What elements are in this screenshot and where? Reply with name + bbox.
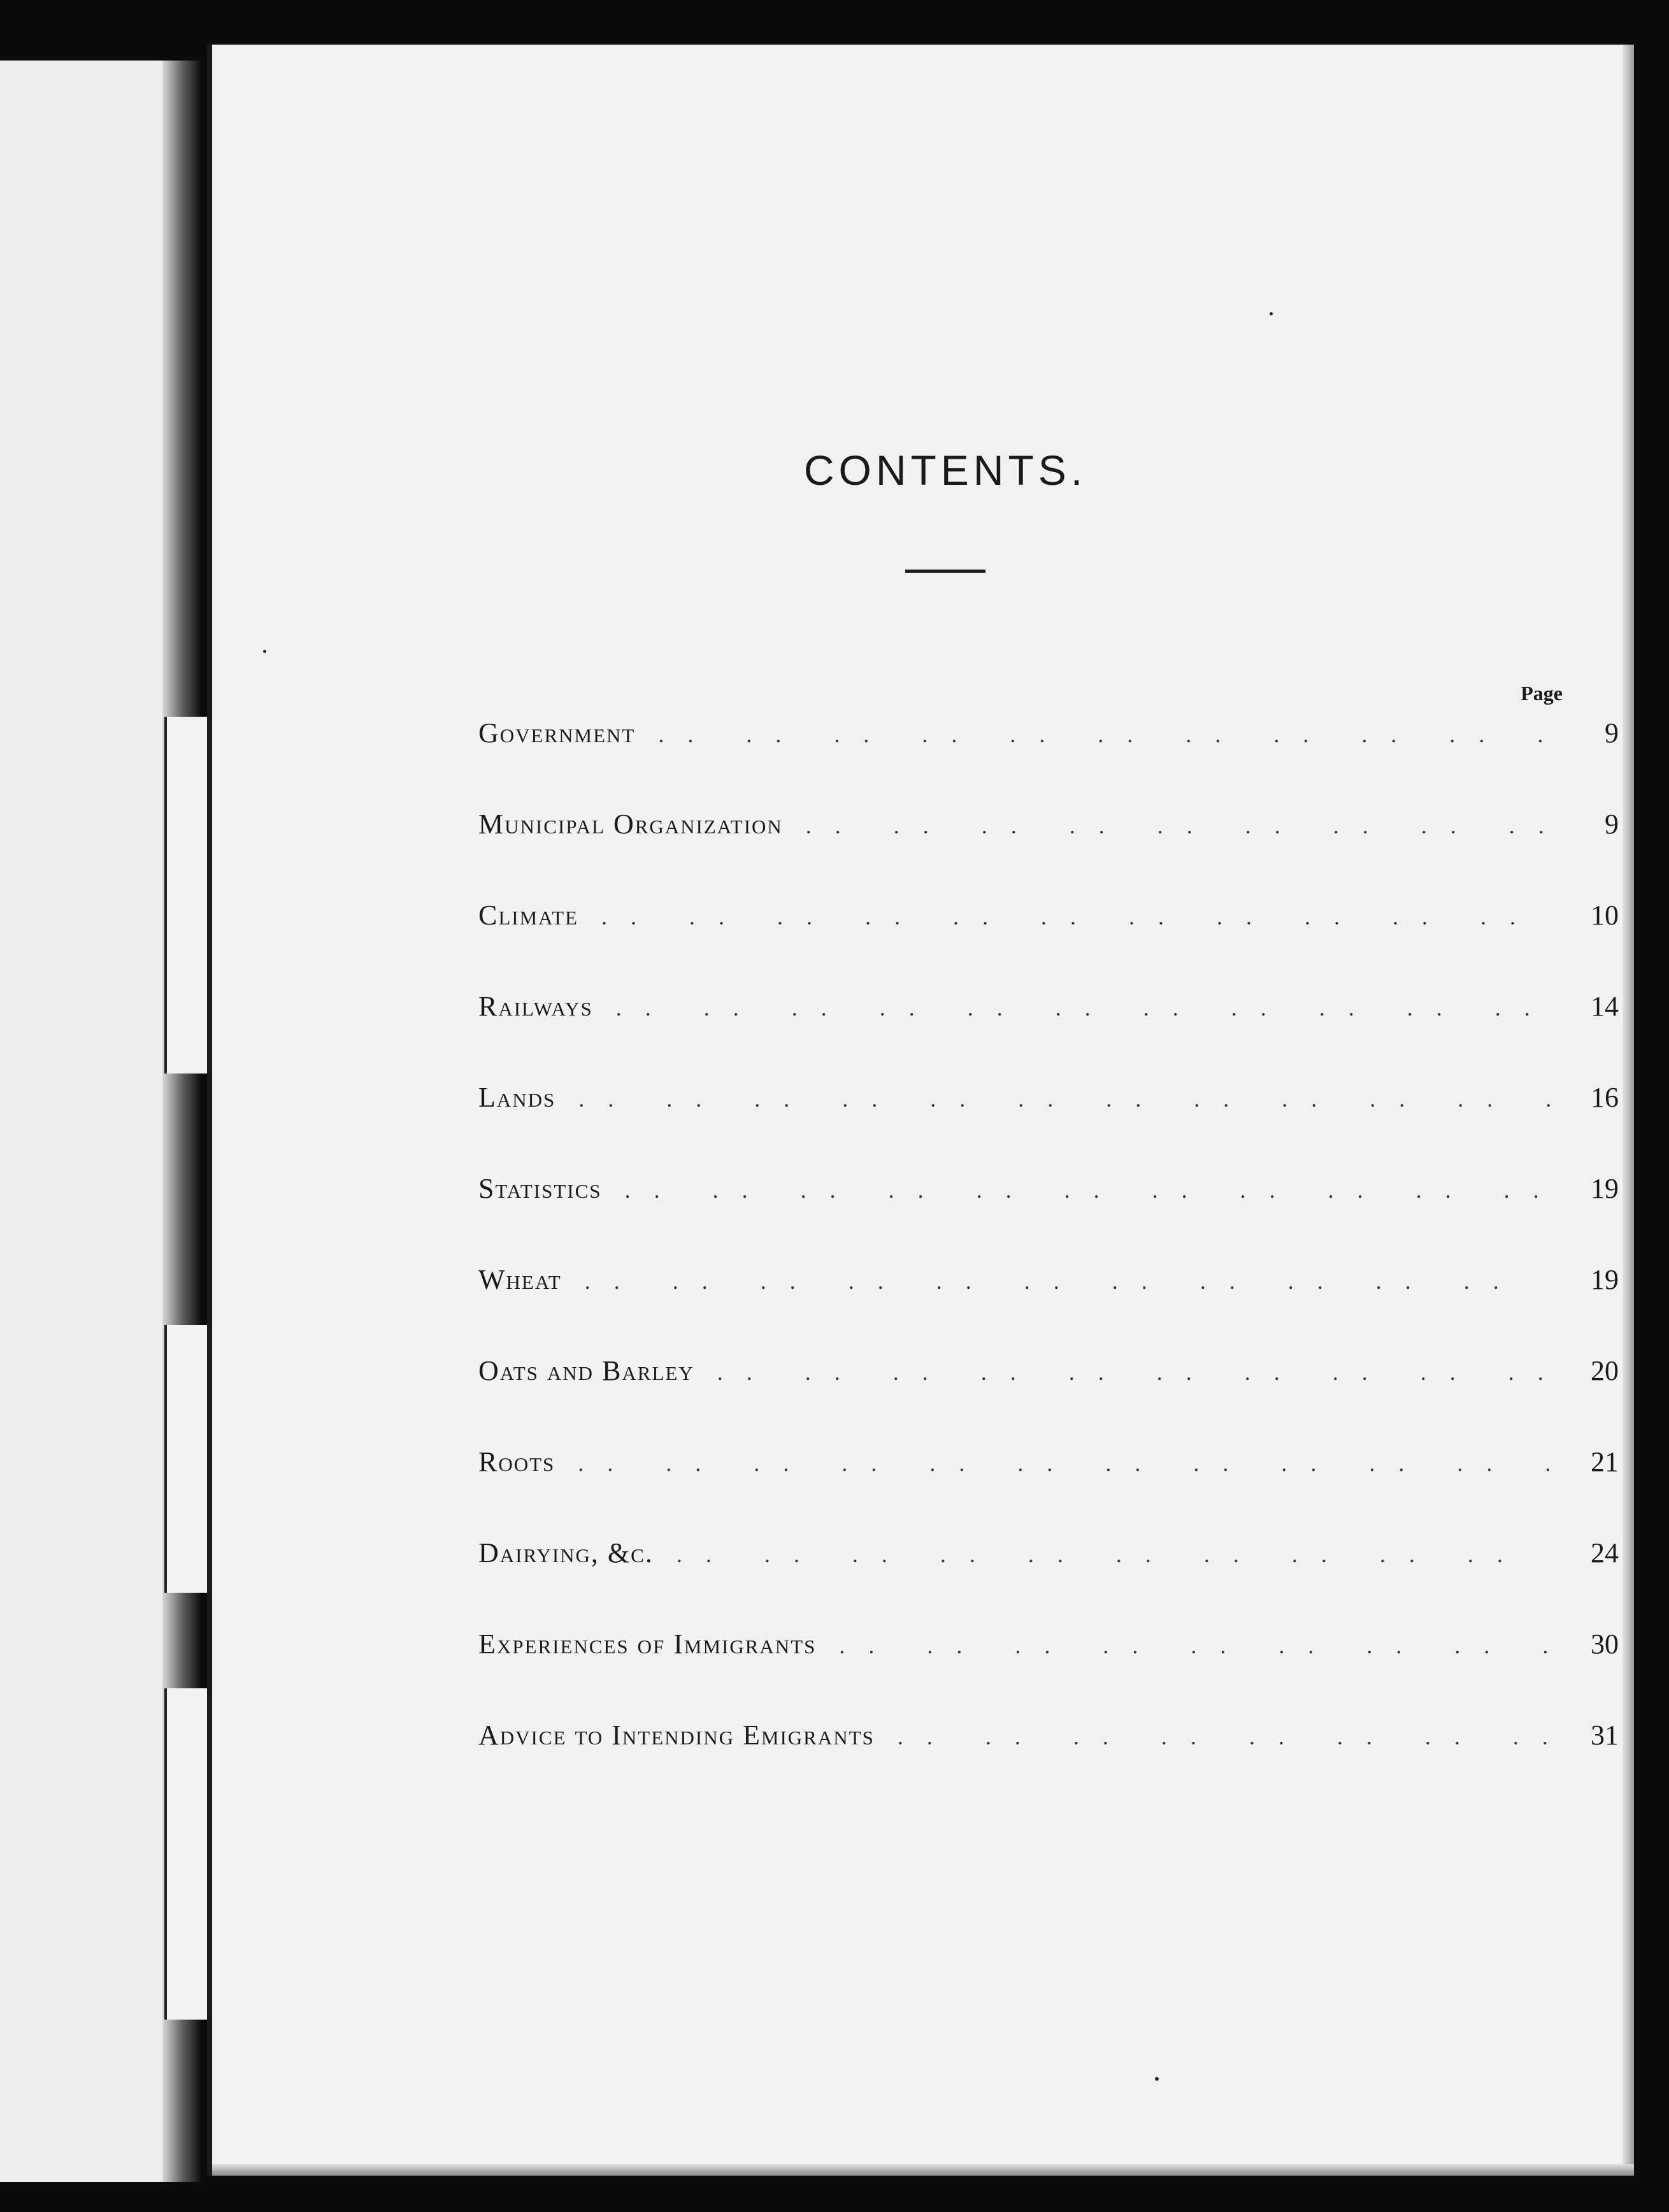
toc-entry <box>478 808 1619 852</box>
dot-leader <box>839 1632 1551 1659</box>
toc-entry <box>478 1354 1619 1399</box>
toc-entry-page: 9 <box>1605 717 1619 749</box>
dot-leader <box>578 1086 1551 1112</box>
toc-entry-title: Statistics <box>478 1173 602 1204</box>
toc-entry-page: 24 <box>1591 1537 1619 1569</box>
toc-entry-title: Wheat <box>478 1264 562 1295</box>
dot-leader <box>625 1177 1551 1203</box>
toc-entry-page: 21 <box>1591 1446 1619 1477</box>
toc-entry-title: Climate <box>478 900 578 931</box>
toc-entry-title: Oats and Barley <box>478 1355 694 1386</box>
toc-entry <box>478 717 1619 761</box>
toc-entry-title: Experiences of Immigrants <box>478 1628 817 1660</box>
toc-entry-page: 30 <box>1591 1628 1619 1660</box>
toc-entry-page: 10 <box>1591 900 1619 931</box>
toc-entry <box>478 1263 1619 1308</box>
toc-entry-page: 16 <box>1591 1082 1619 1113</box>
page-title: CONTENTS. <box>803 447 1087 494</box>
toc-entry <box>478 1537 1619 1581</box>
toc-entry <box>478 1081 1619 1126</box>
dot-leader <box>578 1450 1551 1477</box>
dot-leader <box>898 1723 1551 1750</box>
toc-entry-title: Lands <box>478 1082 556 1113</box>
toc-entry <box>478 990 1619 1035</box>
dot-leader <box>585 1268 1551 1295</box>
title-rule <box>905 570 985 573</box>
dot-leader <box>677 1541 1551 1568</box>
toc-entry-page: 20 <box>1591 1355 1619 1386</box>
toc-entry-title: Government <box>478 717 636 749</box>
toc-entry-title: Railways <box>478 991 593 1022</box>
dot-leader <box>616 995 1551 1021</box>
toc-entry-title: Dairying, &c. <box>478 1537 654 1569</box>
toc-entry <box>478 1719 1619 1763</box>
toc-entry-page: 9 <box>1605 808 1619 840</box>
paper-speck <box>1155 2077 1159 2081</box>
toc-entry-title: Municipal Organization <box>478 808 783 840</box>
page-edge <box>1622 45 1634 2176</box>
toc-entry <box>478 899 1619 944</box>
page-column-label: Page <box>1521 682 1563 705</box>
dot-leader <box>806 812 1551 839</box>
toc-entry <box>478 1628 1619 1672</box>
dot-leader <box>601 903 1551 930</box>
toc-entry <box>478 1446 1619 1490</box>
toc-entry-title: Roots <box>478 1446 555 1477</box>
paper-speck <box>263 650 266 653</box>
toc-entry <box>478 1172 1619 1217</box>
toc-entry-title: Advice to Intending Emigrants <box>478 1720 875 1751</box>
paper-speck <box>1270 312 1273 315</box>
contents-page <box>207 45 1634 2176</box>
toc-entry-page: 14 <box>1591 991 1619 1022</box>
toc-entry-page: 19 <box>1591 1173 1619 1204</box>
toc-entry-page: 31 <box>1591 1720 1619 1751</box>
dot-leader <box>717 1359 1551 1386</box>
dot-leader <box>658 721 1551 748</box>
toc-entry-page: 19 <box>1591 1264 1619 1295</box>
page-edge <box>212 2164 1634 2176</box>
